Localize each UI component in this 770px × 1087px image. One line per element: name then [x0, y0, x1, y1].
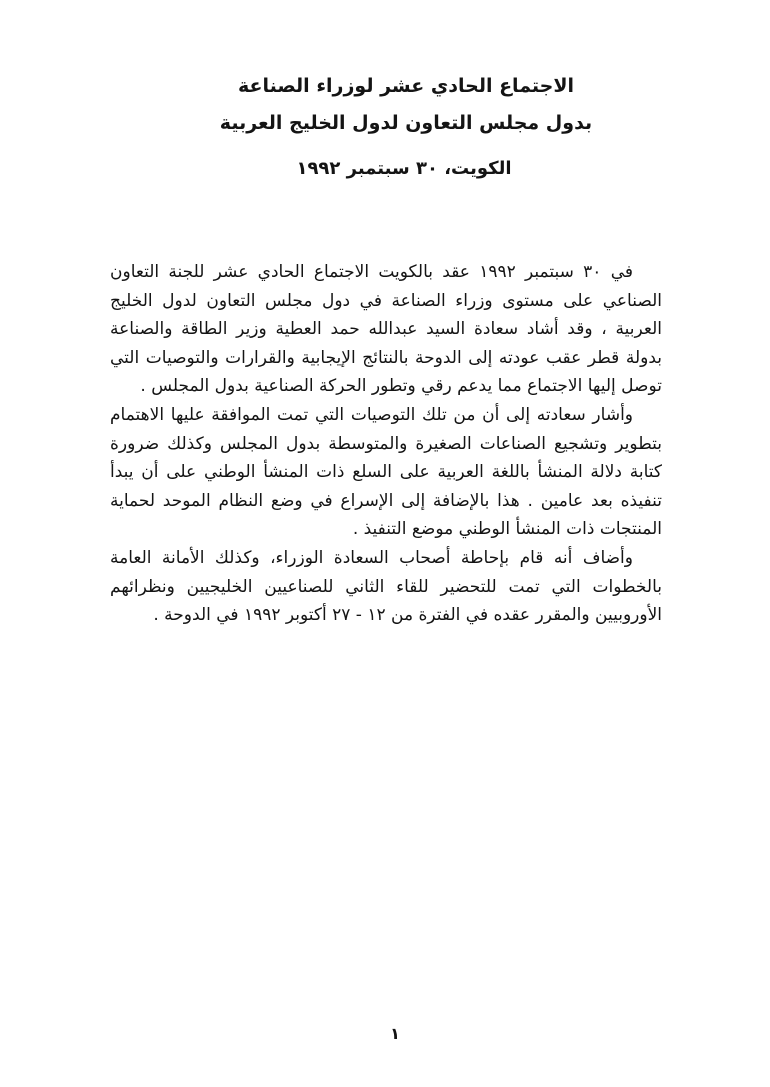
document-title [40, 68, 770, 142]
date-line: الكويت، ٣٠ سبتمبر ١٩٩٢ [296, 158, 512, 179]
paragraph-1: في ٣٠ سبتمبر ١٩٩٢ عقد بالكويت الاجتماع الحادي عشر للجنة التعاون الصناعي على مستوى وزراء الصناعة في دول مجلس التعاون لدول الخليج العربية ، وقد أشاد سعادة السيد عبدالله حمد العطية وزير الطاقة والصناعة بدولة قطر عقب عودته إلى الدوحة بالنتائج الإيجابية والقرارات والتوصيات التي توصل إليها الاجتماع مما يدعم رقي وتطور الحركة الصناعية بدول المجلس . [110, 262, 662, 397]
page-number: ١ [390, 1024, 400, 1043]
document-body [110, 258, 662, 630]
title-line-2: بدول مجلس التعاون لدول الخليج العربية [219, 112, 593, 134]
paragraph-3: وأضاف أنه قام بإحاطة أصحاب السعادة الوزراء، وكذلك الأمانة العامة بالخطوات التي تمت للتحضير للقاء الثاني للصناعيين الخليجيين ونظرائهم الأوروبيين والمقرر عقده في الفترة من ١٢ - ٢٧ أكتوبر ١٩٩٢ في الدوحة . [110, 547, 662, 626]
paragraph-2: وأشار سعادته إلى أن من تلك التوصيات التي تمت الموافقة عليها الاهتمام بتطوير وتشجيع الصناعات الصغيرة والمتوسطة بدول المجلس وكذلك ضرورة كتابة دلالة المنشأ باللغة العربية على السلع ذات المنشأ الوطني على أن يبدأ تنفيذه بعد عامين . هذا بالإضافة إلى الإسراع في وضع النظام الموحد لحماية المنتجات ذات المنشأ الوطني موضع التنفيذ . [110, 404, 662, 540]
title-line-1: الاجتماع الحادي عشر لوزراء الصناعة [237, 75, 575, 97]
